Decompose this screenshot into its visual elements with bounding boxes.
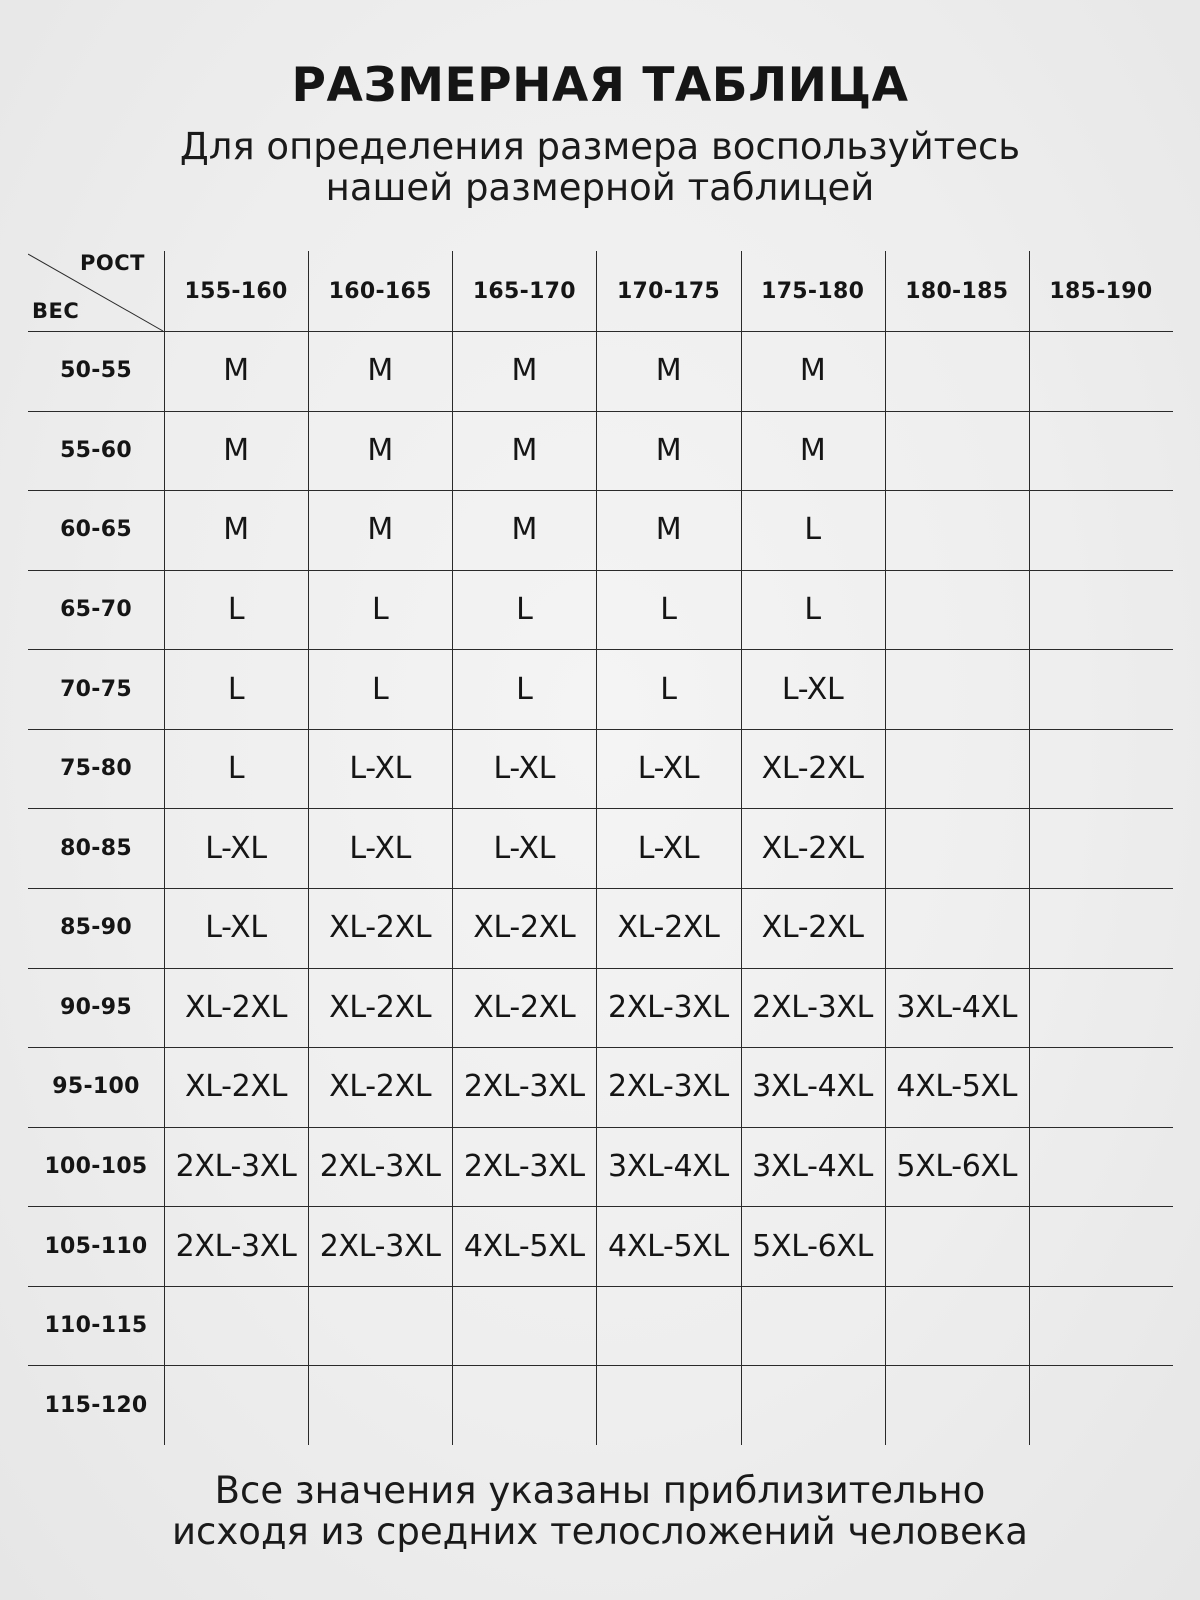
size-cell <box>885 411 1029 491</box>
size-cell: 2XL-3XL <box>175 1228 297 1264</box>
column-header-height: 185-190 <box>1049 278 1153 304</box>
column-header-height: 170-175 <box>616 278 721 304</box>
footer-line-1: Все значения указаны приблизительно <box>214 1469 986 1512</box>
size-cell: M <box>223 432 249 468</box>
subtitle-line-1: Для определения размера воспользуйтесь <box>179 125 1021 168</box>
size-cell: M <box>799 432 826 468</box>
size-cell <box>885 1365 1029 1445</box>
size-cell: L <box>227 751 245 787</box>
size-cell: 4XL-5XL <box>463 1228 585 1264</box>
row-header-weight: 115-120 <box>44 1392 148 1418</box>
footer-line-2: исходя из средних телосложений человека <box>172 1510 1028 1553</box>
column-header-height: 160-165 <box>328 278 432 304</box>
size-cell: M <box>367 353 393 389</box>
column-header-height: 165-170 <box>472 278 576 304</box>
size-cell: 4XL-5XL <box>608 1228 729 1264</box>
size-cell: L <box>804 512 821 548</box>
page-subtitle <box>0 126 1200 208</box>
size-cell <box>452 1365 596 1445</box>
column-header-height: 175-180 <box>761 278 865 304</box>
size-cell <box>596 1286 740 1366</box>
size-cell <box>308 1286 452 1366</box>
size-cell <box>164 1286 308 1366</box>
corner-weight-label: ВЕС <box>32 299 80 323</box>
size-cell: L-XL <box>349 830 411 866</box>
size-cell <box>1029 331 1173 411</box>
size-cell: 5XL-6XL <box>752 1228 874 1264</box>
size-cell: XL-2XL <box>329 1069 432 1105</box>
size-cell <box>885 808 1029 888</box>
column-header-height: 155-160 <box>184 278 288 304</box>
size-cell: L-XL <box>781 671 844 707</box>
size-cell <box>164 1365 308 1445</box>
row-header-weight: 75-80 <box>60 756 132 782</box>
column-header-height: 180-185 <box>905 278 1009 304</box>
size-cell <box>885 888 1029 968</box>
size-cell <box>885 331 1029 411</box>
size-cell: L <box>804 591 821 627</box>
size-cell: 3XL-4XL <box>752 1148 874 1184</box>
size-cell: 3XL-4XL <box>896 989 1018 1025</box>
size-cell: L <box>516 591 533 627</box>
size-cell <box>741 1365 885 1445</box>
page-title: РАЗМЕРНАЯ ТАБЛИЦА <box>291 58 909 113</box>
size-cell: 2XL-3XL <box>463 1069 585 1105</box>
size-cell <box>885 490 1029 570</box>
size-cell: L-XL <box>205 910 267 946</box>
size-cell: 5XL-6XL <box>896 1148 1018 1184</box>
size-cell <box>885 1206 1029 1286</box>
row-header-weight: 110-115 <box>44 1313 148 1339</box>
size-cell <box>1029 1365 1173 1445</box>
size-cell <box>308 1365 452 1445</box>
size-cell: L-XL <box>493 830 556 866</box>
size-cell: L <box>227 671 245 707</box>
size-cell: 2XL-3XL <box>319 1228 441 1264</box>
size-cell: XL-2XL <box>329 989 432 1025</box>
size-cell: M <box>367 512 393 548</box>
size-cell: M <box>799 353 826 389</box>
size-cell <box>1029 1127 1173 1207</box>
size-cell: M <box>223 353 249 389</box>
size-cell: 2XL-3XL <box>463 1148 585 1184</box>
size-cell: L <box>372 671 389 707</box>
size-cell: M <box>367 432 393 468</box>
row-header-weight: 100-105 <box>44 1153 148 1179</box>
size-cell <box>452 1286 596 1366</box>
size-cell: 3XL-4XL <box>752 1069 874 1105</box>
size-cell: 2XL-3XL <box>608 1069 729 1105</box>
size-cell: L <box>227 591 245 627</box>
size-cell: M <box>511 432 538 468</box>
size-cell: 2XL-3XL <box>752 989 874 1025</box>
row-header-weight: 60-65 <box>60 517 132 543</box>
size-cell <box>1029 411 1173 491</box>
size-cell <box>1029 888 1173 968</box>
corner-height-label: РОСТ <box>80 251 145 275</box>
row-header-weight: 50-55 <box>60 358 132 384</box>
row-header-weight: 55-60 <box>60 437 132 463</box>
size-cell: L-XL <box>493 751 556 787</box>
size-cell: 3XL-4XL <box>608 1148 729 1184</box>
size-cell: L-XL <box>349 751 411 787</box>
size-cell: XL-2XL <box>473 910 576 946</box>
size-cell <box>741 1286 885 1366</box>
size-cell: L-XL <box>637 830 700 866</box>
size-cell: XL-2XL <box>185 989 288 1025</box>
size-cell <box>1029 808 1173 888</box>
size-cell: M <box>511 353 538 389</box>
size-cell <box>1029 968 1173 1048</box>
subtitle-line-2: нашей размерной таблицей <box>325 166 875 209</box>
size-cell <box>1029 729 1173 809</box>
size-cell: L-XL <box>205 830 267 866</box>
size-table <box>28 251 1173 1445</box>
size-cell: 2XL-3XL <box>608 989 729 1025</box>
row-header-weight: 95-100 <box>52 1074 140 1100</box>
size-cell: 2XL-3XL <box>319 1148 441 1184</box>
size-cell: L <box>516 671 533 707</box>
size-cell: M <box>655 512 682 548</box>
size-cell: M <box>655 353 682 389</box>
size-cell <box>885 570 1029 650</box>
size-cell <box>1029 649 1173 729</box>
size-cell: XL-2XL <box>761 751 864 787</box>
size-cell <box>1029 490 1173 570</box>
size-cell: 2XL-3XL <box>175 1148 297 1184</box>
page-footer <box>0 1470 1200 1552</box>
row-header-weight: 90-95 <box>60 994 132 1020</box>
row-header-weight: 105-110 <box>44 1233 148 1259</box>
size-cell <box>885 1286 1029 1366</box>
row-header-weight: 85-90 <box>60 915 132 941</box>
size-cell: L <box>660 671 677 707</box>
row-header-weight: 80-85 <box>60 835 132 861</box>
size-cell: M <box>223 512 249 548</box>
size-cell: L <box>372 591 389 627</box>
size-cell: L <box>660 591 677 627</box>
size-cell <box>885 729 1029 809</box>
size-cell <box>1029 1047 1173 1127</box>
row-header-weight: 65-70 <box>60 596 132 622</box>
size-cell: XL-2XL <box>761 830 864 866</box>
size-cell: XL-2XL <box>473 989 576 1025</box>
size-cell <box>596 1365 740 1445</box>
size-cell: L-XL <box>637 751 700 787</box>
size-cell <box>885 649 1029 729</box>
size-cell: XL-2XL <box>617 910 720 946</box>
size-cell: 4XL-5XL <box>896 1069 1018 1105</box>
size-cell <box>1029 570 1173 650</box>
size-cell: M <box>655 432 682 468</box>
size-cell: XL-2XL <box>185 1069 288 1105</box>
size-cell <box>1029 1206 1173 1286</box>
size-cell: XL-2XL <box>329 910 432 946</box>
size-cell: XL-2XL <box>761 910 864 946</box>
row-header-weight: 70-75 <box>60 676 132 702</box>
size-cell <box>1029 1286 1173 1366</box>
size-cell: M <box>511 512 538 548</box>
